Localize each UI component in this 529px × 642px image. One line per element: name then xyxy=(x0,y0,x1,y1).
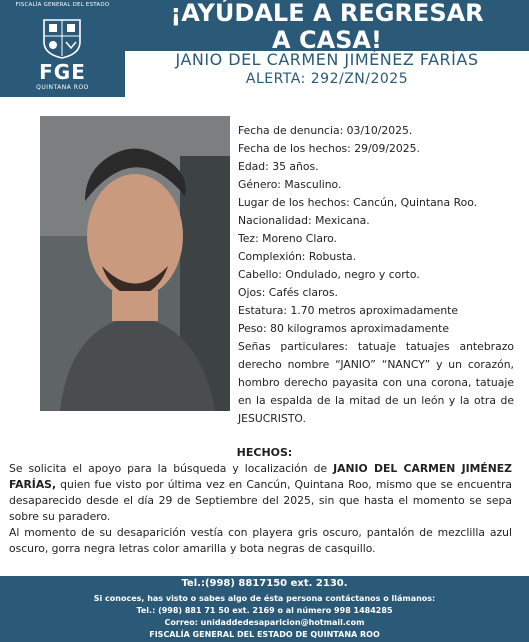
hechos-heading: HECHOS: xyxy=(236,446,293,459)
hechos-p1-end: quien fue visto por última vez en Cancún, Quintana Roo, mismo que se encuentra desaparecido desde el día 29 de Septiembre del 2025, sin que hasta el momento se sepa sobre su paradero. xyxy=(9,478,512,523)
footer-phone: Tel.:(998) 8817150 ext. 2130. xyxy=(181,578,348,589)
detail-tez: Tez: Moreno Claro. xyxy=(238,232,337,245)
footer-email: Correo: unidaddedesaparicion@hotmail.com xyxy=(164,618,365,627)
hechos-paragraph-2: Al momento de su desaparición vestía con playera gris oscuro, pantalón de mezclilla azul oscuro, gorra negra letras color amarilla y bota negras de casquillo. xyxy=(9,526,512,555)
person-details xyxy=(238,122,514,428)
detail-fecha-hechos: Fecha de los hechos: 29/09/2025. xyxy=(238,142,420,155)
detail-cabello: Cabello: Ondulado, negro y corto. xyxy=(238,268,420,281)
hechos-p1-start: Se solicita el apoyo para la búsqueda y localización de xyxy=(9,462,334,475)
hechos-p1-name: JANIO DEL CARMEN JIMÉNEZ FARÍAS, xyxy=(9,462,513,491)
logo-agency-name: FISCALÍA GENERAL DEL ESTADO xyxy=(15,2,110,8)
photo-placeholder-icon xyxy=(40,116,230,411)
detail-complexion: Complexión: Robusta. xyxy=(238,250,357,263)
detail-fecha-denuncia: Fecha de denuncia: 03/10/2025. xyxy=(238,124,413,137)
footer-phone-numbers: Tel.: (998) 881 71 50 ext. 2169 o al número 998 1484285 xyxy=(136,606,393,615)
detail-ojos: Ojos: Cafés claros. xyxy=(238,286,338,299)
detail-senas: Señas particulares: tatuaje tatuajes antebrazo derecho nombre “JANIO” “NANCY” y un corazón, hombro derecho payasita con una corona, tatuaje en la espalda de la mitad de un león y la otra de JESUCRISTO. xyxy=(238,340,514,425)
hechos-paragraph-1 xyxy=(9,461,512,525)
header xyxy=(0,0,529,97)
shield-emblem-icon xyxy=(40,16,84,60)
detail-genero: Género: Masculino. xyxy=(238,178,342,191)
person-photo xyxy=(40,116,230,411)
alert-number: ALERTA: 292/ZN/2025 xyxy=(245,71,409,87)
footer-contact-prompt: Si conoces, has visto o sabes algo de ésta persona contáctanos o llámanos: xyxy=(93,594,436,603)
detail-nacionalidad: Nacionalidad: Mexicana. xyxy=(238,214,370,227)
contact-footer xyxy=(0,576,529,642)
page-title xyxy=(125,0,529,54)
hechos-body xyxy=(9,461,512,557)
title-line-1: ¡AYÚDALE A REGRESAR xyxy=(170,0,484,27)
detail-edad: Edad: 35 años. xyxy=(238,160,319,173)
footer-agency: FISCALÍA GENERAL DEL ESTADO DE QUINTANA ROO xyxy=(149,630,380,639)
person-name: JANIO DEL CARMEN JIMÉNEZ FARÍAS xyxy=(175,50,479,69)
detail-estatura: Estatura: 1.70 metros aproximadamente xyxy=(238,304,459,317)
title-line-2: A CASA! xyxy=(272,26,382,54)
logo-state: QUINTANA ROO xyxy=(36,84,89,91)
detail-peso: Peso: 80 kilogramos aproximadamente xyxy=(238,322,450,335)
fge-logo xyxy=(0,0,125,97)
logo-acronym: FGE xyxy=(39,60,86,84)
detail-lugar: Lugar de los hechos: Cancún, Quintana Roo. xyxy=(238,196,478,209)
